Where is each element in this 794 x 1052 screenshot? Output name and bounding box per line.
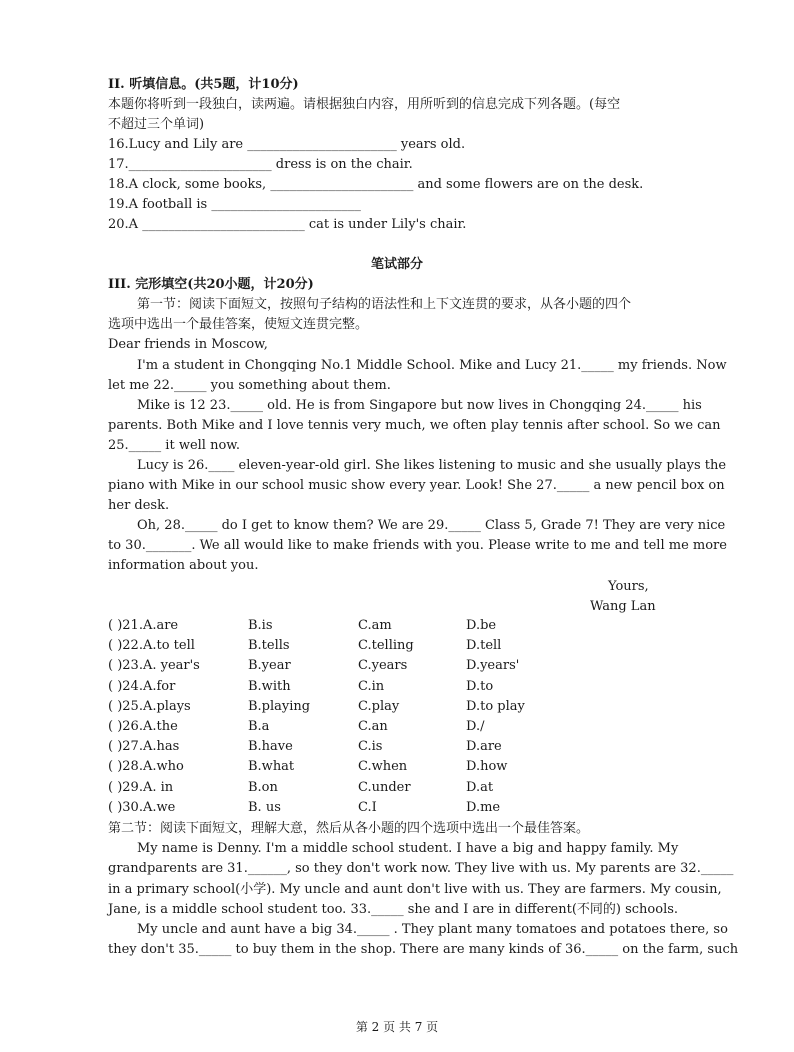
option-question: ( )23.A. year's bbox=[108, 658, 200, 674]
letter-closing: Yours, bbox=[608, 579, 649, 594]
page-footer: 第 2 页 共 7 页 bbox=[355, 1020, 439, 1034]
option-d: D.tell bbox=[466, 638, 502, 654]
option-d: D.are bbox=[466, 739, 502, 755]
passage2-line: My name is Denny. I'm a middle school student. I have a big and happy family. My bbox=[137, 841, 679, 856]
letter-line: 25._____ it well now. bbox=[108, 438, 241, 453]
letter-line: parents. Both Mike and I love tennis very much, we often play tennis after school. So we can bbox=[108, 418, 721, 433]
option-c: C.is bbox=[358, 739, 383, 755]
option-d: D.at bbox=[466, 779, 494, 795]
option-c: C.play bbox=[358, 698, 400, 714]
option-question: ( )21.A.are bbox=[108, 618, 179, 633]
option-c: C.under bbox=[358, 779, 411, 795]
option-c: C.I bbox=[358, 799, 377, 815]
letter-line: let me 22._____ you something about them. bbox=[108, 378, 391, 393]
option-d: D./ bbox=[466, 719, 485, 734]
option-d: D.to bbox=[466, 678, 494, 694]
letter-line: to 30._______. We all would like to make friends with you. Please write to me and tell me more bbox=[108, 538, 727, 553]
part2-instruction: 第二节：阅读下面短文，理解大意，然后从各小题的四个选项中选出一个最佳答案。 bbox=[108, 821, 590, 836]
passage2-line: in a primary school(小学). My uncle and aunt don't live with us. They are farmers. My cousin, bbox=[108, 882, 722, 897]
option-c: C.when bbox=[358, 759, 408, 775]
option-d: D.years' bbox=[466, 658, 520, 674]
written-section-title: 笔试部分 bbox=[370, 257, 423, 272]
option-c: C.years bbox=[358, 658, 408, 674]
part1-instruction-line1: 第一节：阅读下面短文，按照句子结构的语法性和上下文连贯的要求，从各小题的四个 bbox=[137, 297, 632, 312]
option-question: ( )22.A.to tell bbox=[108, 638, 195, 654]
option-c: C.am bbox=[358, 618, 392, 633]
option-d: D.how bbox=[466, 759, 508, 775]
option-c: C.an bbox=[358, 719, 388, 734]
option-question: ( )28.A.who bbox=[108, 759, 184, 775]
option-d: D.be bbox=[466, 618, 497, 633]
letter-line: her desk. bbox=[108, 498, 170, 513]
letter-line: Mike is 12 23._____ old. He is from Singapore but now lives in Chongqing 24._____ his bbox=[137, 398, 702, 413]
question-16: 16.Lucy and Lily are _______________________ years old. bbox=[108, 137, 466, 152]
option-c: C.in bbox=[358, 678, 385, 694]
letter-line: Oh, 28._____ do I get to know them? We are 29._____ Class 5, Grade 7! They are very nice bbox=[137, 518, 726, 533]
passage2-line: Jane, is a middle school student too. 33._____ she and I are in different(不同的) schools. bbox=[108, 902, 679, 917]
option-question: ( )24.A.for bbox=[108, 678, 176, 694]
letter-line: piano with Mike in our school music show every year. Look! She 27._____ a new pencil box on bbox=[108, 478, 725, 493]
passage2-line: grandparents are 31.______, so they don't work now. They live with us. My parents are 32._____ bbox=[108, 861, 734, 876]
option-question: ( )29.A. in bbox=[108, 779, 174, 795]
option-d: D.me bbox=[466, 799, 501, 815]
passage2-line: they don't 35._____ to buy them in the shop. There are many kinds of 36._____ on the farm, such bbox=[108, 942, 739, 957]
letter-signature: Wang Lan bbox=[590, 599, 656, 614]
option-d: D.to play bbox=[466, 698, 525, 714]
section-2-instruction-line1: 本题你将听到一段独白，读两遍。请根据独白内容，用所听到的信息完成下列各题。(每空 bbox=[108, 97, 621, 112]
option-question: ( )26.A.the bbox=[108, 719, 178, 734]
option-b: B.playing bbox=[248, 698, 311, 714]
option-c: C.telling bbox=[358, 638, 414, 654]
passage2-line: My uncle and aunt have a big 34._____ . They plant many tomatoes and potatoes there, so bbox=[137, 922, 728, 937]
part1-instruction-line2: 选项中选出一个最佳答案，使短文连贯完整。 bbox=[108, 317, 369, 332]
option-b: B.on bbox=[248, 779, 278, 795]
section-3-heading: III. 完形填空(共20小题，计20分) bbox=[108, 277, 314, 292]
question-18: 18.A clock, some books, ______________________ and some flowers are on the desk. bbox=[108, 177, 644, 192]
option-b: B.year bbox=[248, 658, 291, 674]
option-question: ( )27.A.has bbox=[108, 739, 180, 755]
option-question: ( )25.A.plays bbox=[108, 698, 191, 714]
option-b: B.what bbox=[248, 759, 295, 775]
section-2-instruction-line2: 不超过三个单词) bbox=[108, 117, 205, 132]
letter-line: I'm a student in Chongqing No.1 Middle School. Mike and Lucy 21._____ my friends. Now bbox=[137, 358, 727, 373]
option-b: B.tells bbox=[248, 638, 290, 654]
question-19: 19.A football is _______________________ bbox=[108, 197, 361, 212]
option-b: B.have bbox=[248, 739, 293, 755]
question-17: 17.______________________ dress is on the chair. bbox=[108, 157, 413, 172]
option-b: B.is bbox=[248, 618, 273, 633]
letter-line: Lucy is 26.____ eleven-year-old girl. She likes listening to music and she usually plays the bbox=[137, 458, 727, 473]
option-b: B.with bbox=[248, 678, 291, 694]
option-b: B. us bbox=[248, 799, 281, 815]
section-2-heading: II. 听填信息。(共5题，计10分) bbox=[108, 77, 299, 92]
option-b: B.a bbox=[248, 719, 270, 734]
question-20: 20.A _________________________ cat is under Lily's chair. bbox=[108, 217, 467, 232]
letter-greeting: Dear friends in Moscow, bbox=[108, 337, 268, 352]
option-question: ( )30.A.we bbox=[108, 799, 176, 815]
letter-line: information about you. bbox=[108, 558, 259, 573]
